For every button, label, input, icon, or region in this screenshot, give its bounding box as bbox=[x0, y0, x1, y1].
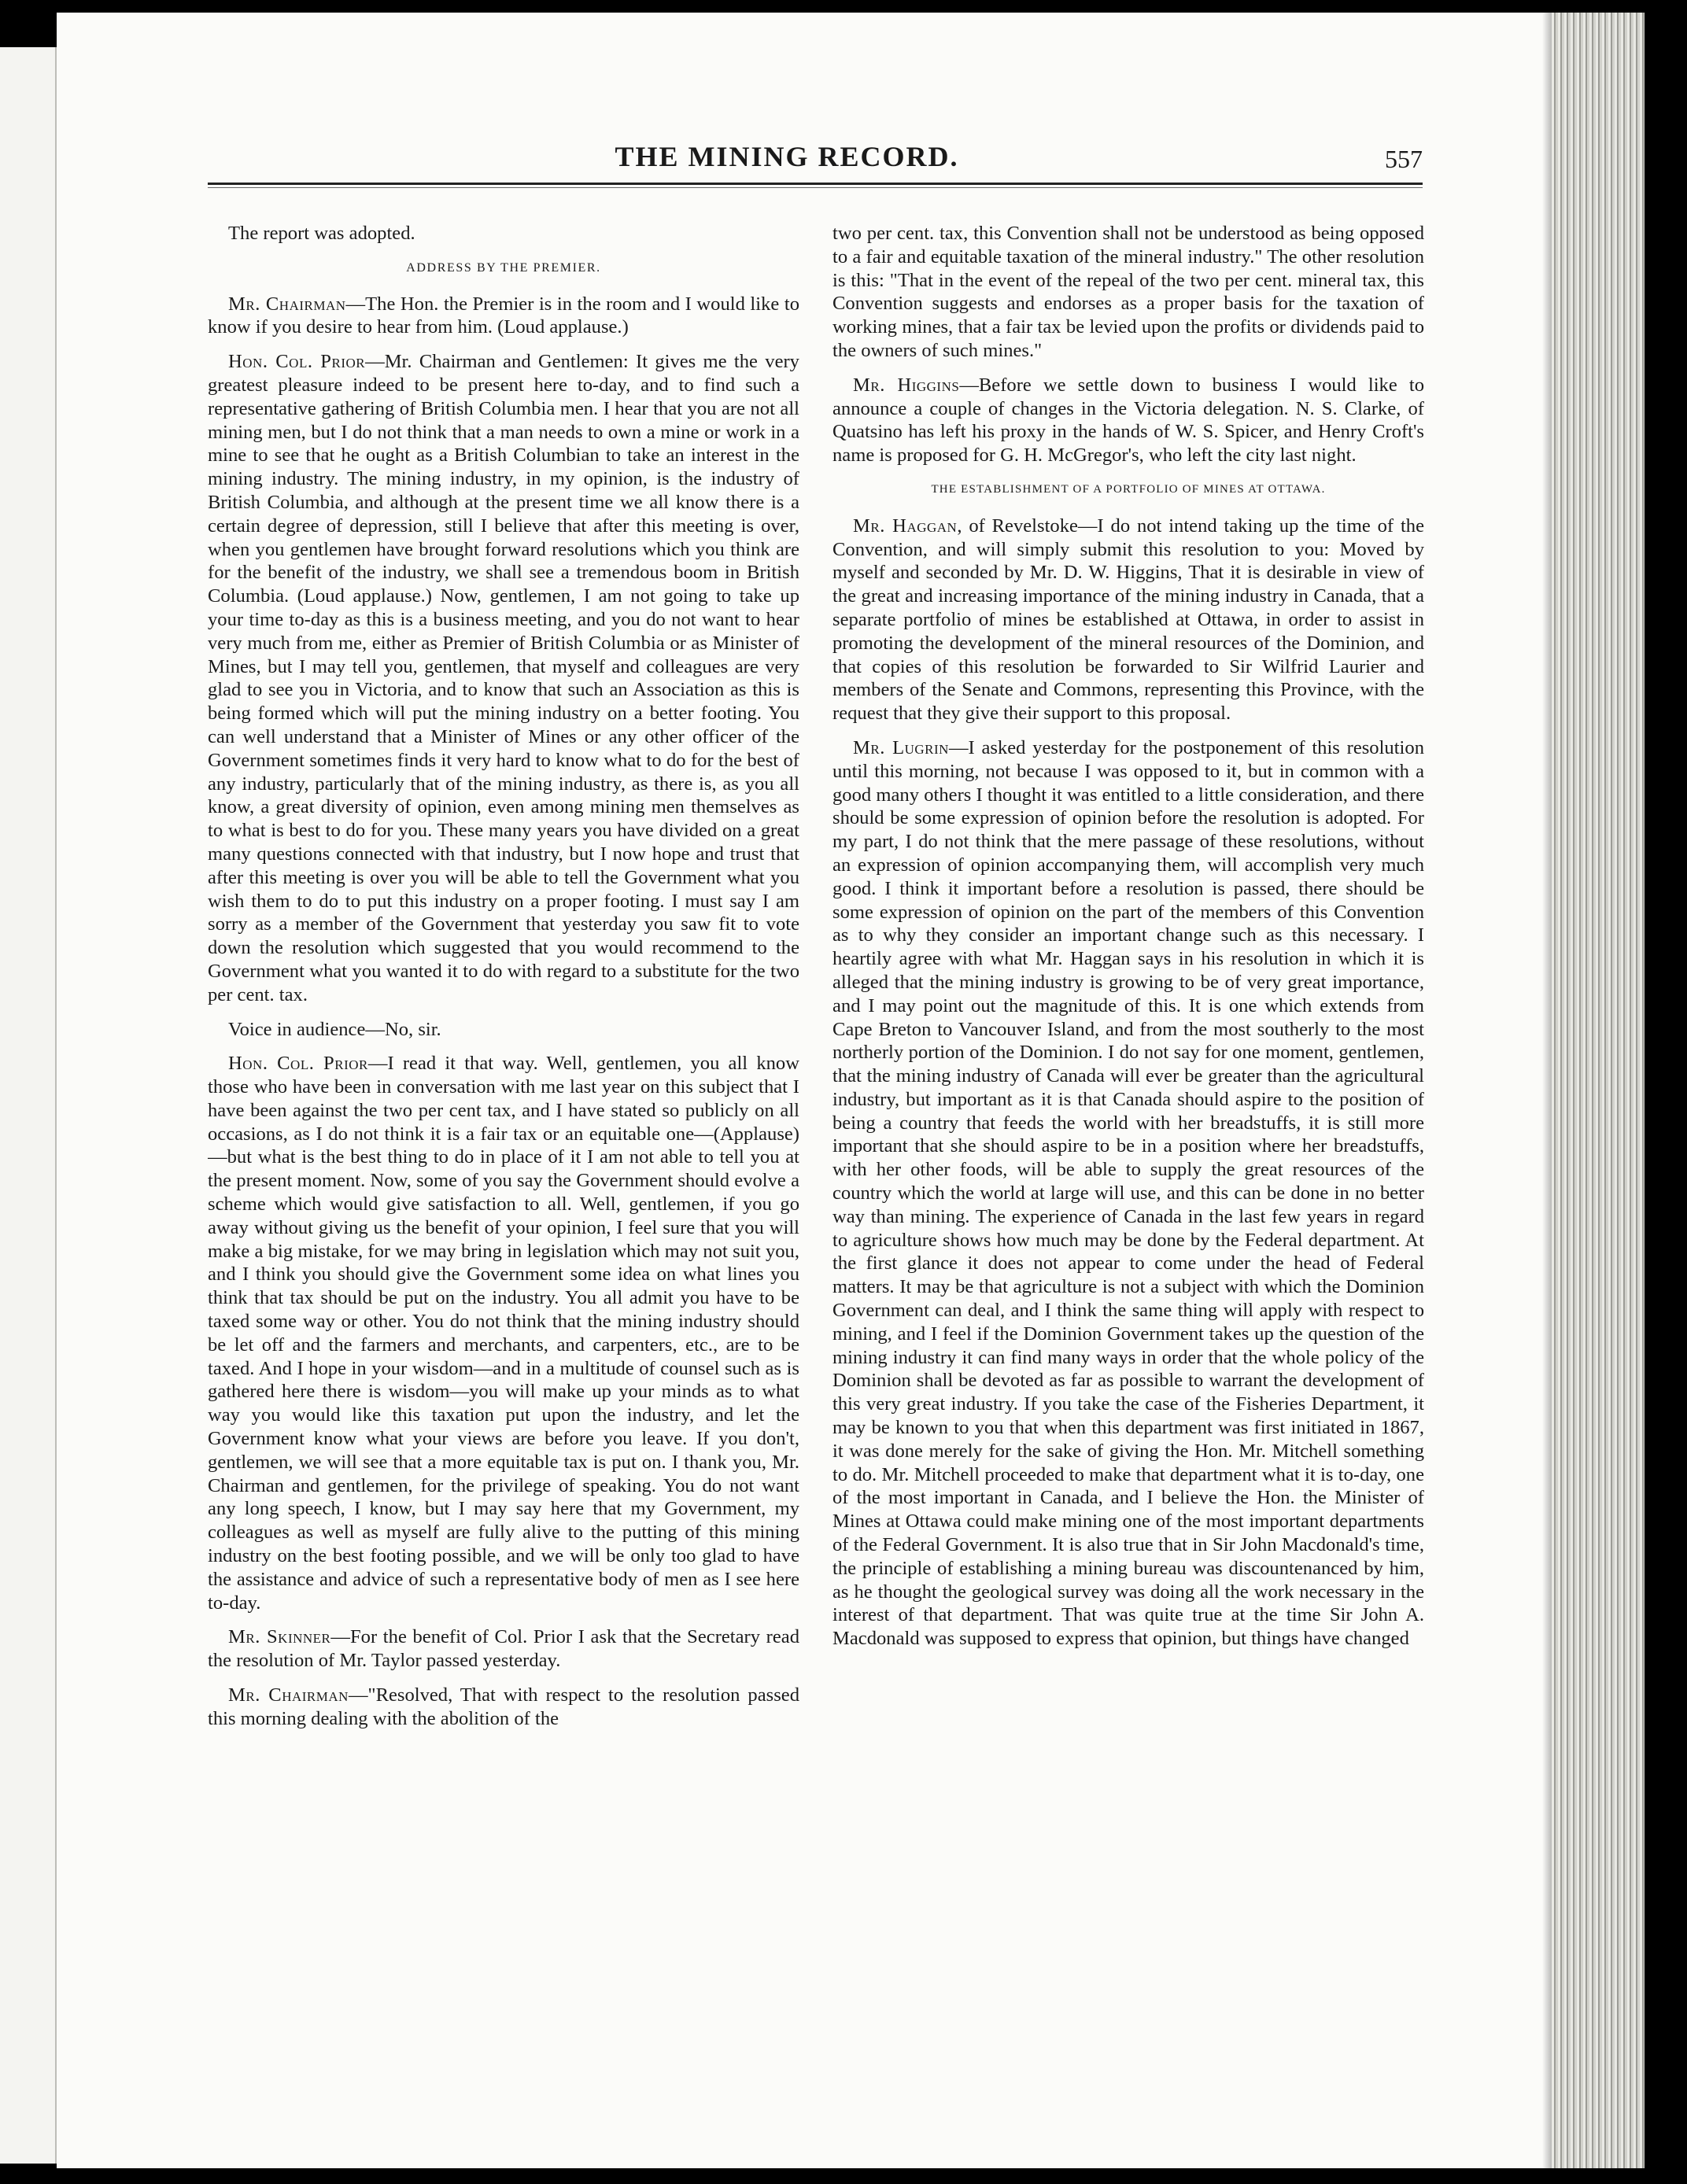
left-page-edge bbox=[0, 47, 57, 2164]
speaker-name: Hon. Col. Prior bbox=[228, 351, 366, 373]
speech-text: —Before we settle down to business I would like to announce a couple of changes in the Victoria delegation. N. S. Clarke, of Quatsino has left his proxy in the hands of W. S. Spicer, and Henry Croft's name is proposed for G. H. McGregor's, who left the city last night. bbox=[832, 374, 1424, 467]
speech-text: —I read it that way. Well, gentlemen, you all know those who have been in conversation with me last year on this subject that I have been against the two per cent tax, and I have stated so publicly on all occasions, as I do not think it is a fair tax or an equitable one—(Applause) —but what is the best thing to do in place of it I am not able to tell you at the present moment. Now, some of you say the Government should evolve a scheme which would give satisfaction to all. Well, gentlemen, if you go away without giving us the benefit of your opinion, I feel sure that you will make a big mistake, for we may bring in legislation which may not suit you, and I think you should give the Government some idea on what lines you think that tax should be put on the industry. You all admit you have to be taxed some way or other. You do not think that the mining industry should be let off and the farmers and merchants, and carpenters, etc., are to be taxed. And I hope in your wisdom—and in a multitude of counsel such as is gathered here there is wisdom—you will make up your minds as to what way you would like this taxation put upon the industry, and let the Government know what your views are before you leave. If you don't, gentlemen, we will see that a more equitable tax is put on. I thank you, Mr. Chairman and gentlemen, for the privilege of speaking. You do not want any long speech, I know, but I may say here that my Government, my colleagues as well as myself are fully alive to the putting of this mining industry on the best footing possible, and we will be only too glad to have the assistance and advice of such a representative body of men as I see here to-day. bbox=[208, 1053, 799, 1614]
paragraph-voice-audience: Voice in audience—No, sir. bbox=[228, 1018, 441, 1040]
speaker-name: Hon. Col. Prior bbox=[228, 1053, 368, 1075]
speaker-name: Mr. Lugrin bbox=[853, 736, 949, 758]
paragraph bbox=[832, 515, 1424, 725]
speaker-name: Mr. Chairman bbox=[228, 1684, 349, 1706]
paragraph-continued: two per cent. tax, this Convention shall not be understood as being opposed to a fair and equitable taxation of the mineral industry." The other resolution is this: "That in the event of the repeal of the two per cent. mineral tax, this Convention suggests and endorses as a proper basis for the taxation of working mines, that a fair tax be levied upon the profits or dividends paid to the owners of such mines." bbox=[832, 223, 1424, 361]
paragraph-report-adopted: The report was adopted. bbox=[228, 223, 415, 244]
speaker-name: Mr. Chairman bbox=[228, 293, 346, 315]
header-rule-thin bbox=[208, 187, 1423, 188]
section-heading-premier-address: ADDRESS BY THE PREMIER. bbox=[406, 260, 601, 275]
paragraph bbox=[832, 374, 1424, 467]
paragraph bbox=[208, 293, 799, 340]
paragraph bbox=[208, 350, 799, 1006]
page-header bbox=[151, 140, 1423, 187]
speech-text: —I asked yesterday for the postponement of this resolution until this morning, not because I was opposed to it, but in common with a good many others I thought it was entitled to a little consideration, and there should be some expression of opinion before the resolution is adopted. For my part, I do not think that the mere passage of these resolutions, without an expression of opinion accompanying them, will accomplish very much good. I think it important before a resolution is passed, there should be some expression of opinion on the part of the members of this Convention as to why they consider an important change such as this necessary. I heartily agree with what Mr. Haggan says in his resolution in which it is alleged that the mining industry is growing to be of very great importance, and I may point out the magnitude of this. It is one which extends from Cape Breton to Vancouver Island, and from the most southerly to the most northerly portion of the Dominion. I do not say for one moment, gentlemen, that the mining industry of Canada will ever be greater than the agricultural industry, but important as it is that Canada should aspire to the position of being a country that feeds the world with her breadstuffs, it is still more important that she should aspire to be in a position where her breadstuffs, with her other foods, will be able to supply the great resources of the country which the world at large will use, and this can be done in no better way than mining. The experience of Canada in the last few years in regard to agriculture shows how much may be done by the Federal department. At the first glance it does not appear to come under the head of Federal matters. It may be that agriculture is not a subject with which the Dominion Government can deal, and I think the same thing will apply with respect to mining, and I feel if the Dominion Government takes up the question of the mining industry it can find many ways in order that the whole policy of the Dominion shall be devoted as far as possible to warrant the development of this very great industry. If you take the case of the Fisheries Department, it may be known to you that when this department was first initiated in 1867, it was done merely for the sake of giving the Hon. Mr. Mitchell something to do. Mr. Mitchell proceeded to make that department what it is to-day, one of the most important in Canada, and I believe the Hon. the Minister of Mines at Ottawa could make mining one of the most important departments of the Federal Government. It is also true that in Sir John Macdonald's time, the principle of establishing a mining bureau was discountenanced by him, as he thought the geological survey was doing all the work necessary in the interest of that department. That was quite true at the time Sir John A. Macdonald was supposed to express that opinion, but things have changed bbox=[832, 736, 1424, 1650]
speaker-name: Mr. Skinner bbox=[228, 1626, 331, 1648]
speech-text: —Mr. Chairman and Gentlemen: It gives me the very greatest pleasure indeed to be present here to-day, and to find such a representative gathering of British Columbia men. I hear that you are not all mining men, but I do not think that a man needs to own a mine or work in a mine to see that he ought as a British Columbian to take an interest in the mining industry. The mining industry, in my opinion, is the industry of British Columbia, and although at the present time we all know there is a certain degree of depression, still I believe that after this meeting is over, when you gentlemen have brought forward resolutions which you think are for the benefit of the industry, we shall see a tremendous boom in British Columbia. (Loud applause.) Now, gentlemen, I am not going to take up your time to-day as this is a business meeting, and you do not want to hear very much from me, either as Premier of British Columbia or as Minister of Mines, but I may tell you, gentlemen, that myself and colleagues are very glad to see you in Victoria, and to know that such an Association as this is being formed which will put the mining industry on a better footing. You can well understand that a Minister of Mines or any other officer of the Government sometimes finds it very hard to know what to do for the best of any industry, particularly that of the mining industry, as there is, as you all know, a great diversity of opinion, even among mining men themselves as to what is best to do for you. These many years you have divided on a great many questions connected with that industry, but I now hope and trust that after this meeting is over you will be able to tell the Government what you wish them to do to put this industry on a proper footing. I must say I am sorry as a member of the Government that yesterday you saw fit to vote down the resolution which suggested that you would recommend to the Government what you wanted it to do with regard to a substitute for the two per cent. tax. bbox=[208, 351, 799, 1005]
paragraph bbox=[208, 1625, 799, 1673]
paragraph bbox=[208, 1684, 799, 1731]
paragraph bbox=[208, 1052, 799, 1614]
speech-text: —The Hon. the Premier is in the room and I would like to know if you desire to hear from him. (Loud applause.) bbox=[208, 293, 799, 338]
page-stack-edge bbox=[1552, 13, 1645, 2168]
header-rule bbox=[208, 183, 1423, 185]
speech-text: , of Revelstoke—I do not intend taking up the time of the Convention, and will simply submit this resolution to you: Moved by myself and seconded by Mr. D. W. Higgins, That it is desirable in view of the great and increasing importance of the mining industry in Canada, that a separate portfolio of mines be established at Ottawa, in order to assist in promoting the development of the mineral resources of the Dominion, and that copies of this resolution be forwarded to Sir Wilfrid Laurier and members of the Senate and Commons, representing this Province, with the request that they give their support to this proposal. bbox=[832, 515, 1424, 725]
left-column bbox=[208, 222, 799, 2126]
speech-text: —For the benefit of Col. Prior I ask that the Secretary read the resolution of Mr. Taylor passed yesterday. bbox=[208, 1626, 799, 1672]
speech-text: —"Resolved, That with respect to the resolution passed this morning dealing with the abolition of the bbox=[208, 1684, 799, 1729]
running-title: THE MINING RECORD. bbox=[615, 141, 959, 172]
right-column bbox=[832, 222, 1424, 2126]
page-number: 557 bbox=[1385, 145, 1423, 173]
paragraph bbox=[832, 736, 1424, 1651]
speaker-name: Mr. Higgins bbox=[853, 374, 960, 396]
section-heading-portfolio-of-mines: THE ESTABLISHMENT OF A PORTFOLIO OF MINES AT OTTAWA. bbox=[931, 482, 1326, 496]
speaker-name: Mr. Haggan bbox=[853, 515, 958, 537]
